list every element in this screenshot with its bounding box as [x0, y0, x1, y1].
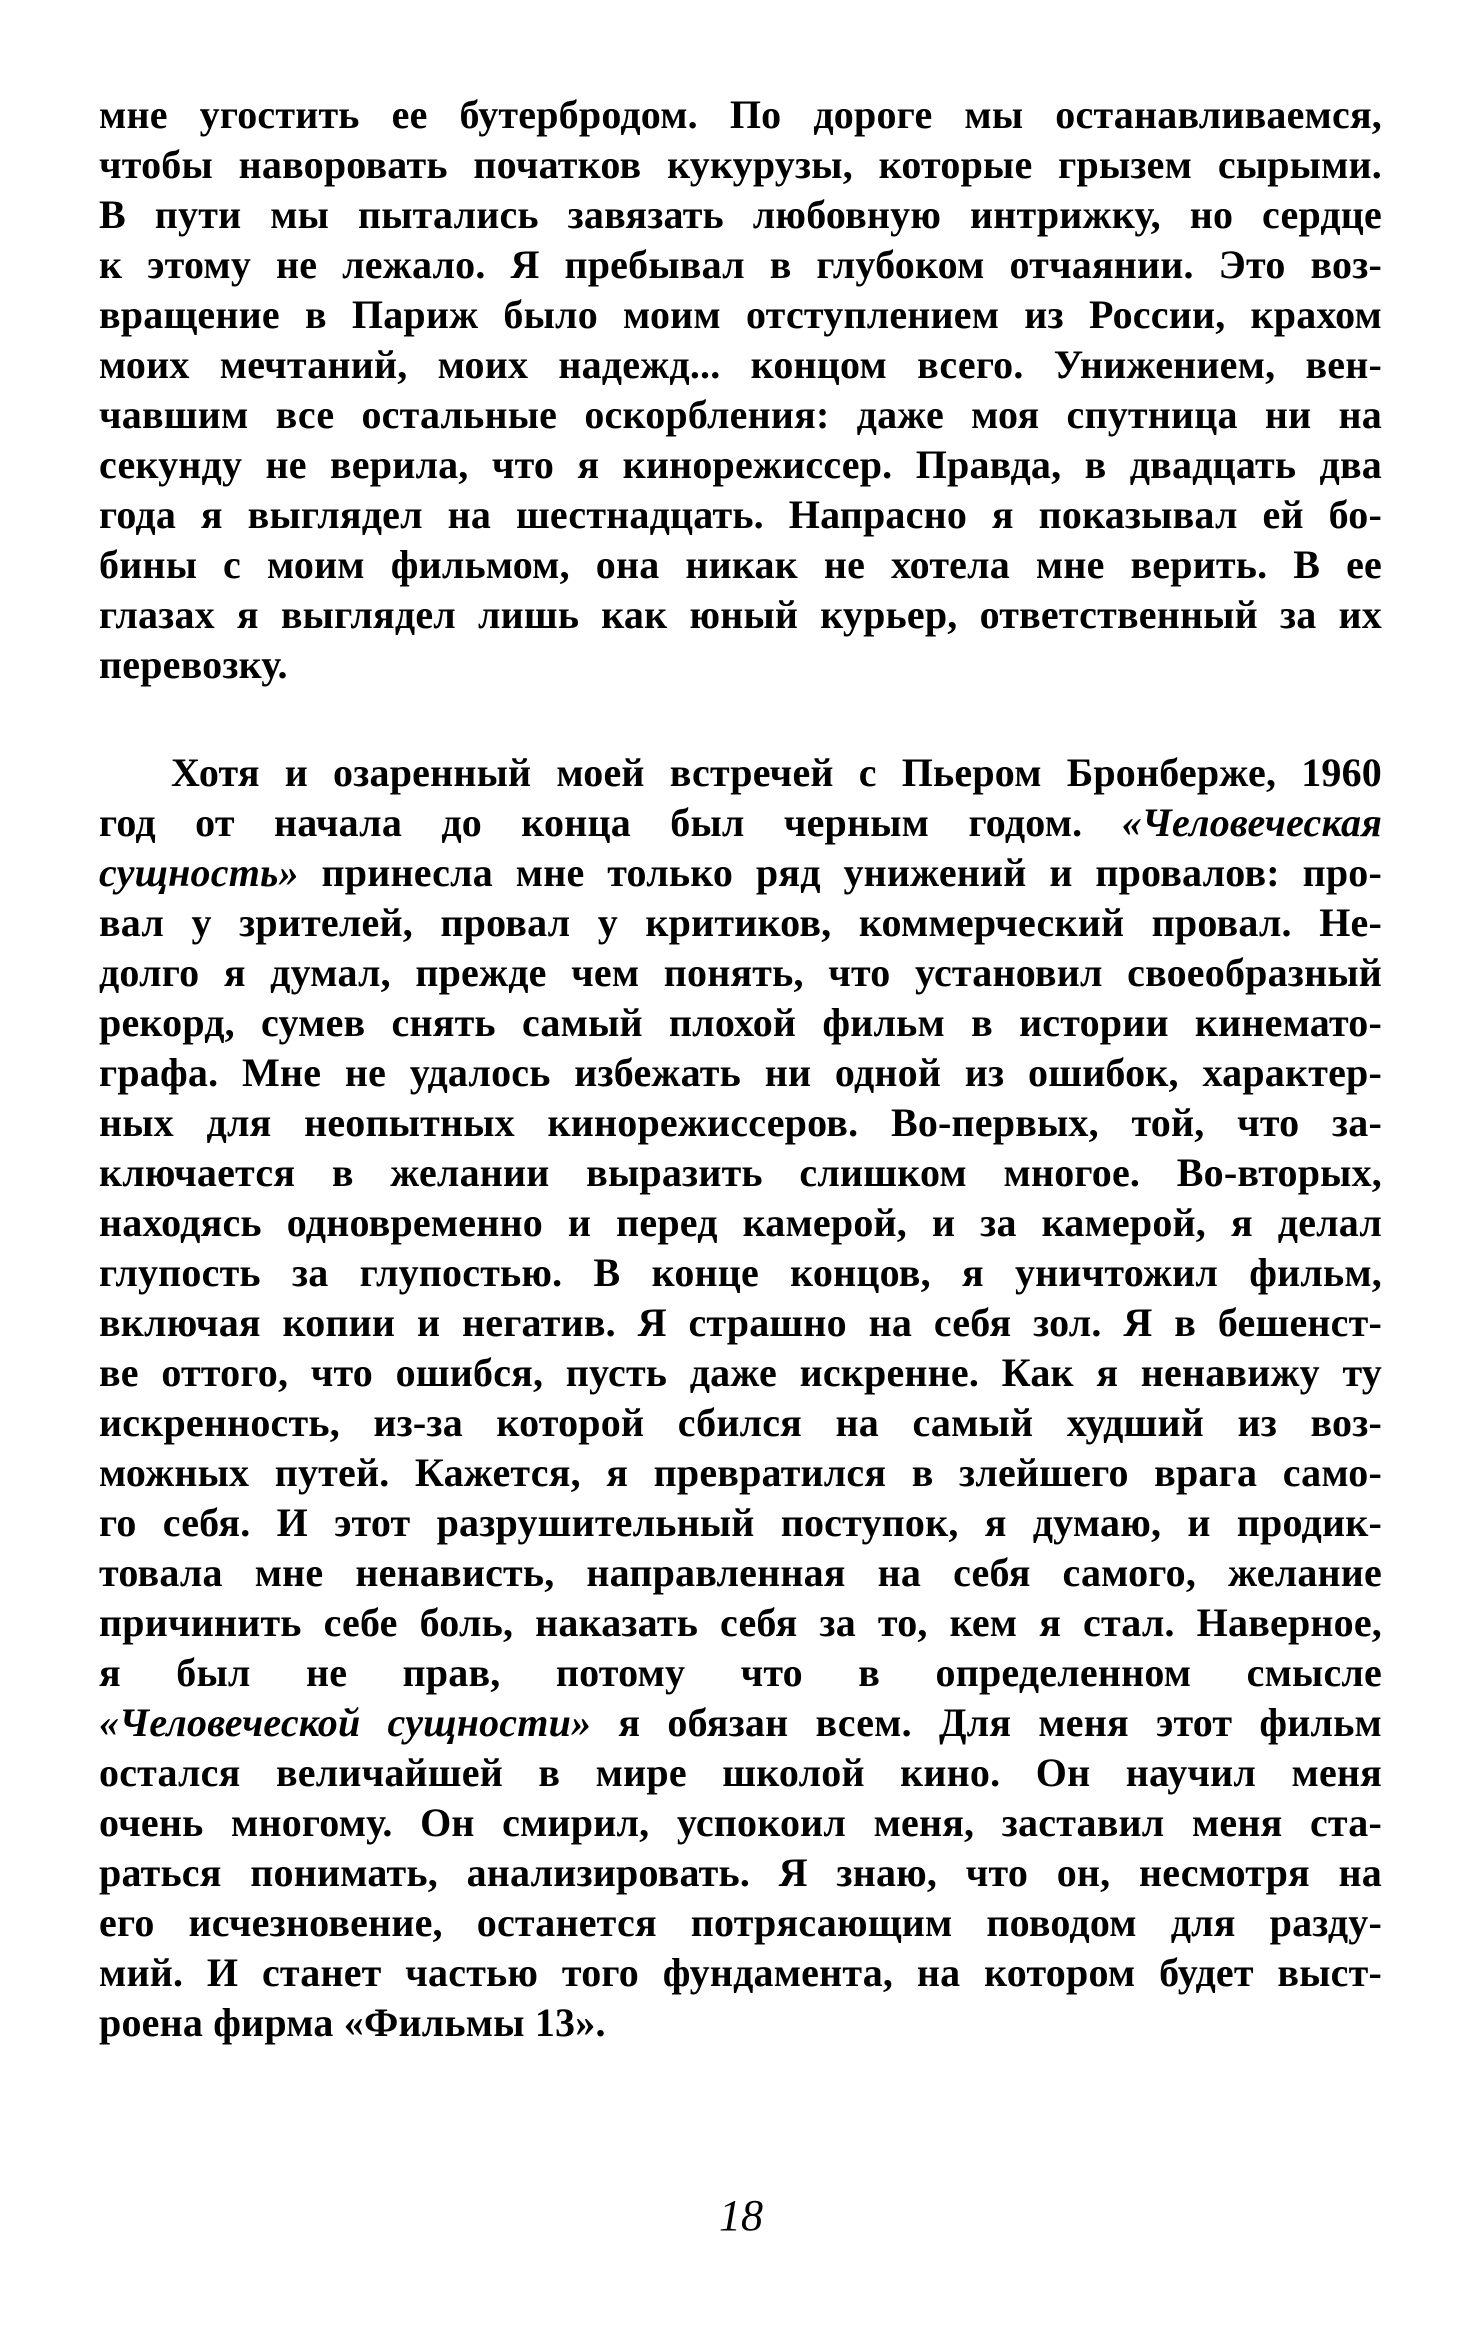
text-line: долго я думал, прежде чем понять, что установил своеобразный: [99, 950, 1382, 995]
text-line: чавшим все остальные оскорбления: даже моя спутница ни на: [99, 392, 1382, 437]
text-line: [99, 1698, 1382, 1748]
text-segment: год от начала до конца был черным годом.: [99, 800, 1083, 845]
film-title-reference: «Человеческая: [1121, 800, 1382, 845]
text-line: бины с моим фильмом, она никак не хотела мне верить. В ее: [99, 542, 1382, 587]
text-line: вал у зрителей, провал у критиков, коммерческий провал. Не-: [99, 900, 1382, 945]
text-line: к этому не лежало. Я пребывал в глубоком отчаянии. Это воз-: [99, 242, 1382, 287]
text-line: мий. И станет частью того фундамента, на котором будет выст-: [99, 1950, 1382, 1995]
text-line: можных путей. Кажется, я превратился в злейшего врага само-: [99, 1450, 1382, 1495]
text-line: остался величайшей в мире школой кино. Он научил меня: [99, 1750, 1382, 1795]
text-line: раться понимать, анализировать. Я знаю, что он, несмотря на: [99, 1850, 1382, 1895]
film-title-reference: «Человеческой сущности»: [99, 1700, 592, 1745]
book-page: [99, 90, 1382, 2290]
text-line: товала мне ненависть, направленная на себя самого, желание: [99, 1550, 1382, 1595]
text-line: ве оттого, что ошибся, пусть даже искренне. Как я ненавижу ту: [99, 1350, 1382, 1395]
text-line: искренность, из-за которой сбился на самый худший из воз-: [99, 1400, 1382, 1445]
text-line: находясь одновременно и перед камерой, и за камерой, я делал: [99, 1200, 1382, 1245]
text-line: В пути мы пытались завязать любовную интрижку, но сердце: [99, 192, 1382, 237]
text-line: очень многому. Он смирил, успокоил меня, заставил меня ста-: [99, 1800, 1382, 1845]
text-line: [99, 798, 1382, 848]
page-number: 18: [719, 2191, 763, 2240]
page-text: [99, 90, 1382, 2048]
text-line: графа. Мне не удалось избежать ни одной из ошибок, характер-: [99, 1050, 1382, 1095]
text-line: рекорд, сумев снять самый плохой фильм в истории кинемато-: [99, 1000, 1382, 1045]
text-line: я был не прав, потому что в определенном смысле: [99, 1650, 1382, 1695]
text-line: глазах я выглядел лишь как юный курьер, ответственный за их: [99, 592, 1382, 637]
text-line: ных для неопытных кинорежиссеров. Во-первых, той, что за-: [99, 1100, 1382, 1145]
text-line: вращение в Париж было моим отступлением из России, крахом: [99, 292, 1382, 337]
text-line: моих мечтаний, моих надежд... концом всего. Унижением, вен-: [99, 342, 1382, 387]
text-line: глупость за глупостью. В конце концов, я уничтожил фильм,: [99, 1250, 1382, 1295]
text-line: го себя. И этот разрушительный поступок, я думаю, и продик-: [99, 1500, 1382, 1545]
text-line: причинить себе боль, наказать себя за то, кем я стал. Наверное,: [99, 1600, 1382, 1645]
text-line: включая копии и негатив. Я страшно на себя зол. Я в бешенст-: [99, 1300, 1382, 1345]
film-title-reference: сущность»: [99, 850, 299, 895]
paragraph-2: [99, 748, 1382, 2048]
paragraph-gap: [99, 690, 1382, 748]
text-line: секунду не верила, что я кинорежиссер. Правда, в двадцать два: [99, 442, 1382, 487]
text-line: чтобы наворовать початков кукурузы, которые грызем сырыми.: [99, 142, 1382, 187]
text-line: ключается в желании выразить слишком многое. Во-вторых,: [99, 1150, 1382, 1195]
text-line: роена фирма «Фильмы 13».: [99, 2000, 606, 2045]
text-line: перевозку.: [99, 642, 288, 687]
text-line: [99, 848, 1382, 898]
text-line: года я выглядел на шестнадцать. Напрасно я показывал ей бо-: [99, 492, 1382, 537]
text-segment: я обязан всем. Для меня этот фильм: [618, 1700, 1382, 1745]
paragraph-1: [99, 90, 1382, 690]
text-line: Хотя и озаренный моей встречей с Пьером Бронберже, 1960: [171, 750, 1382, 795]
text-line: его исчезновение, останется потрясающим поводом для разду-: [99, 1900, 1382, 1945]
text-line: мне угостить ее бутербродом. По дороге мы останавливаемся,: [99, 92, 1382, 137]
text-segment: принесла мне только ряд унижений и провалов: про-: [321, 850, 1382, 895]
